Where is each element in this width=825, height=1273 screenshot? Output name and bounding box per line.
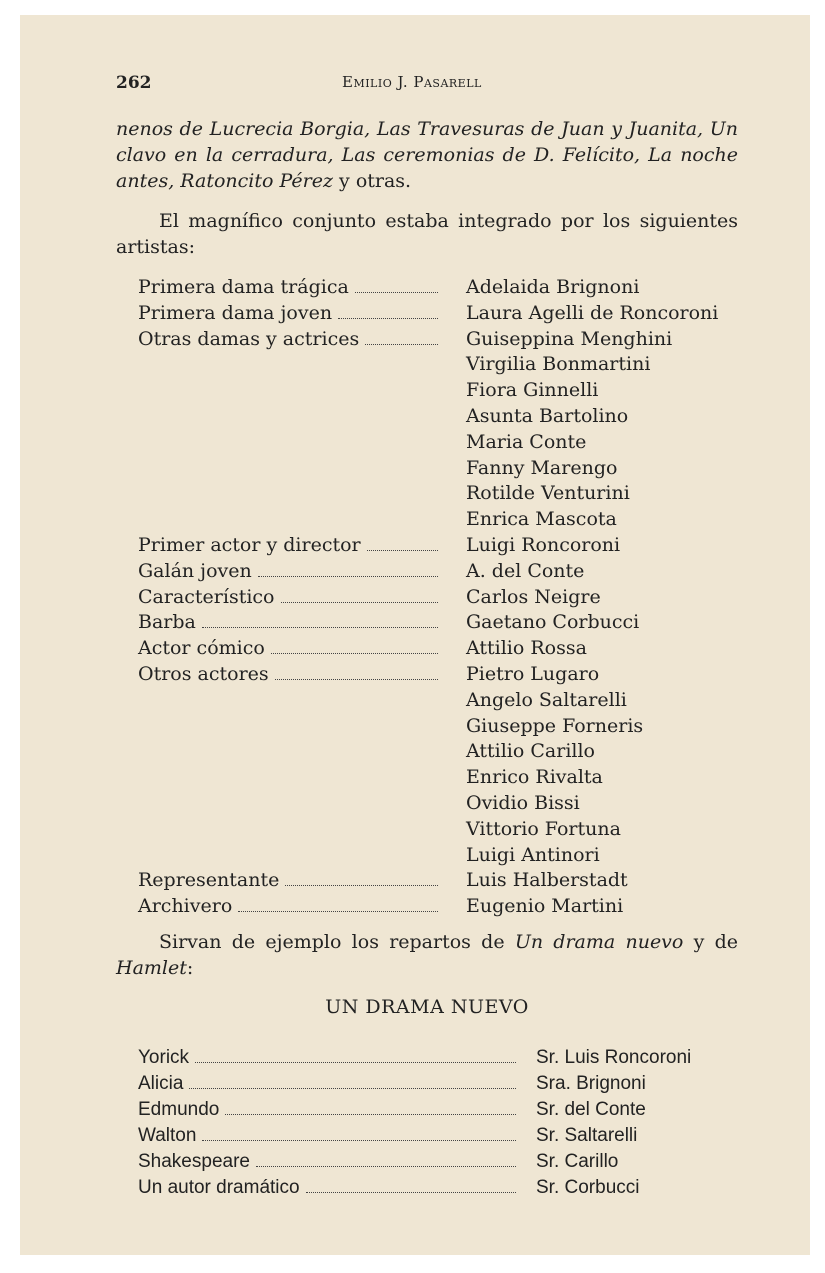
company-actor: Rotilde Venturini xyxy=(466,482,630,505)
examples-title-1: Un drama nuevo xyxy=(514,931,684,953)
company-role-label: Archivero xyxy=(138,895,233,918)
company-role xyxy=(138,662,438,688)
company-actor: Giuseppe Forneris xyxy=(466,714,644,737)
company-actor: Enrico Rivalta xyxy=(466,766,603,789)
company-row xyxy=(138,559,758,585)
paragraph-examples xyxy=(116,929,738,981)
company-row xyxy=(138,585,758,611)
dot-leader xyxy=(225,1114,516,1115)
page-header xyxy=(116,73,716,95)
examples-text-2: y de xyxy=(683,931,738,953)
company-actor: Guiseppina Menghini xyxy=(466,327,673,350)
dot-leader xyxy=(256,1166,516,1167)
company-actor: Laura Agelli de Roncoroni xyxy=(466,301,719,324)
drama-cast-role xyxy=(138,1045,516,1071)
company-role-label: Galán joven xyxy=(138,559,252,582)
company-actor: Asunta Bartolino xyxy=(466,404,629,427)
dot-leader xyxy=(258,576,438,577)
drama-cast-role xyxy=(138,1097,516,1123)
company-role xyxy=(138,894,438,920)
dot-leader xyxy=(285,885,438,886)
drama-cast-actor: Sr. Carillo xyxy=(536,1151,619,1172)
drama-cast-role-label: Walton xyxy=(138,1125,197,1146)
company-row xyxy=(138,507,758,533)
company-actor: Ovidio Bissi xyxy=(466,791,580,814)
company-actor: Maria Conte xyxy=(466,430,587,453)
examples-text-3: : xyxy=(186,957,194,979)
company-row xyxy=(138,404,758,430)
company-row xyxy=(138,765,758,791)
dot-leader xyxy=(275,679,438,680)
company-role xyxy=(138,610,438,636)
book-page xyxy=(20,15,810,1255)
company-row xyxy=(138,481,758,507)
drama-cast-role-label: Edmundo xyxy=(138,1099,220,1120)
play-titles-tail: y otras. xyxy=(333,170,412,192)
company-role-label: Representante xyxy=(138,869,280,892)
company-actor: Luigi Roncoroni xyxy=(466,533,621,556)
company-actor: Vittorio Fortuna xyxy=(466,817,621,840)
company-role-label: Barba xyxy=(138,611,196,634)
company-actor: Enrica Mascota xyxy=(466,508,617,531)
company-actor: Pietro Lugaro xyxy=(466,662,600,685)
company-row xyxy=(138,843,758,869)
dot-leader xyxy=(367,550,438,551)
dot-leader xyxy=(306,1192,516,1193)
company-actor: Fiora Ginnelli xyxy=(466,379,599,402)
dot-leader xyxy=(238,911,438,912)
dot-leader xyxy=(338,318,438,319)
company-row xyxy=(138,714,758,740)
company-row xyxy=(138,894,758,920)
company-role-label: Primera dama trágica xyxy=(138,276,349,298)
drama-cast-role-label: Un autor dramático xyxy=(138,1177,300,1198)
company-row xyxy=(138,301,758,327)
drama-cast-row xyxy=(138,1045,758,1071)
company-row xyxy=(138,275,758,301)
dot-leader xyxy=(202,627,438,628)
company-row xyxy=(138,791,758,817)
drama-cast-role xyxy=(138,1175,516,1201)
company-role xyxy=(138,301,438,327)
drama-cast-row xyxy=(138,1149,758,1175)
company-actor: Eugenio Martini xyxy=(466,895,624,918)
company-role xyxy=(138,585,438,611)
drama-cast-role-label: Yorick xyxy=(138,1047,190,1068)
company-row xyxy=(138,739,758,765)
dot-leader xyxy=(271,653,438,654)
company-actor: A. del Conte xyxy=(466,559,585,582)
company-role-label: Otras damas y actrices xyxy=(138,327,360,350)
drama-cast-list xyxy=(138,1045,758,1201)
company-row xyxy=(138,533,758,559)
drama-cast-actor: Sr. Luis Roncoroni xyxy=(536,1047,692,1068)
company-actor: Attilio Carillo xyxy=(466,740,595,763)
company-actor: Luigi Antinori xyxy=(466,843,600,866)
company-role xyxy=(138,559,438,585)
company-row xyxy=(138,662,758,688)
drama-cast-role-label: Alicia xyxy=(138,1073,184,1094)
running-head: Emilio J. Pasarell xyxy=(342,73,482,91)
company-row xyxy=(138,456,758,482)
company-row xyxy=(138,378,758,404)
company-role xyxy=(138,868,438,894)
company-row xyxy=(138,817,758,843)
company-row xyxy=(138,610,758,636)
company-row xyxy=(138,352,758,378)
company-role-label: Actor cómico xyxy=(138,637,265,660)
company-role-label: Otros actores xyxy=(138,662,269,685)
company-actor: Adelaida Brignoni xyxy=(466,276,640,298)
drama-cast-role xyxy=(138,1123,516,1149)
drama-cast-role-label: Shakespeare xyxy=(138,1151,250,1172)
drama-cast-actor: Sr. Saltarelli xyxy=(536,1125,638,1146)
examples-title-2: Hamlet xyxy=(116,957,187,979)
company-role xyxy=(138,533,438,559)
company-actor: Virgilia Bonmartini xyxy=(466,353,651,376)
dot-leader xyxy=(281,602,439,603)
company-role xyxy=(138,636,438,662)
company-actor: Fanny Marengo xyxy=(466,456,618,479)
drama-cast-row xyxy=(138,1071,758,1097)
company-actor: Luis Halberstadt xyxy=(466,869,628,892)
drama-cast-actor: Sr. Corbucci xyxy=(536,1177,640,1198)
company-actor: Gaetano Corbucci xyxy=(466,611,640,634)
company-row xyxy=(138,430,758,456)
page-number: 262 xyxy=(116,73,152,93)
drama-cast-actor: Sra. Brignoni xyxy=(536,1073,646,1094)
dot-leader xyxy=(202,1140,516,1141)
company-row xyxy=(138,688,758,714)
company-actor: Attilio Rossa xyxy=(466,637,587,660)
company-role-label: Característico xyxy=(138,585,275,608)
company-row xyxy=(138,636,758,662)
company-list xyxy=(138,275,758,920)
dot-leader xyxy=(195,1062,516,1063)
company-actor: Angelo Saltarelli xyxy=(466,688,627,711)
company-actor: Carlos Neigre xyxy=(466,585,601,608)
drama-cast-row xyxy=(138,1097,758,1123)
drama-cast-row xyxy=(138,1175,758,1201)
dot-leader xyxy=(355,292,438,293)
dot-leader xyxy=(365,344,438,345)
company-role-label: Primer actor y director xyxy=(138,533,361,556)
company-role xyxy=(138,275,438,301)
play-titles: nenos de Lucrecia Borgia, Las Travesuras de Juan y Juanita, Un clavo en la cerradura, Las ceremonias de D. Felícito, La noche antes, Ratoncito Pérez xyxy=(116,118,738,192)
paragraph-play-titles xyxy=(116,116,738,194)
drama-cast-row xyxy=(138,1123,758,1149)
company-row xyxy=(138,327,758,353)
section-title: UN DRAMA NUEVO xyxy=(325,996,529,1018)
company-role xyxy=(138,327,438,353)
company-row xyxy=(138,868,758,894)
dot-leader xyxy=(189,1088,516,1089)
company-role-label: Primera dama joven xyxy=(138,301,333,324)
drama-cast-actor: Sr. del Conte xyxy=(536,1099,646,1120)
paragraph-company-intro: El magnífico conjunto estaba integrado por los siguientes artistas: xyxy=(116,210,738,258)
drama-cast-role xyxy=(138,1149,516,1175)
drama-cast-role xyxy=(138,1071,516,1097)
examples-text-1: Sirvan de ejemplo los repartos de xyxy=(159,931,515,953)
